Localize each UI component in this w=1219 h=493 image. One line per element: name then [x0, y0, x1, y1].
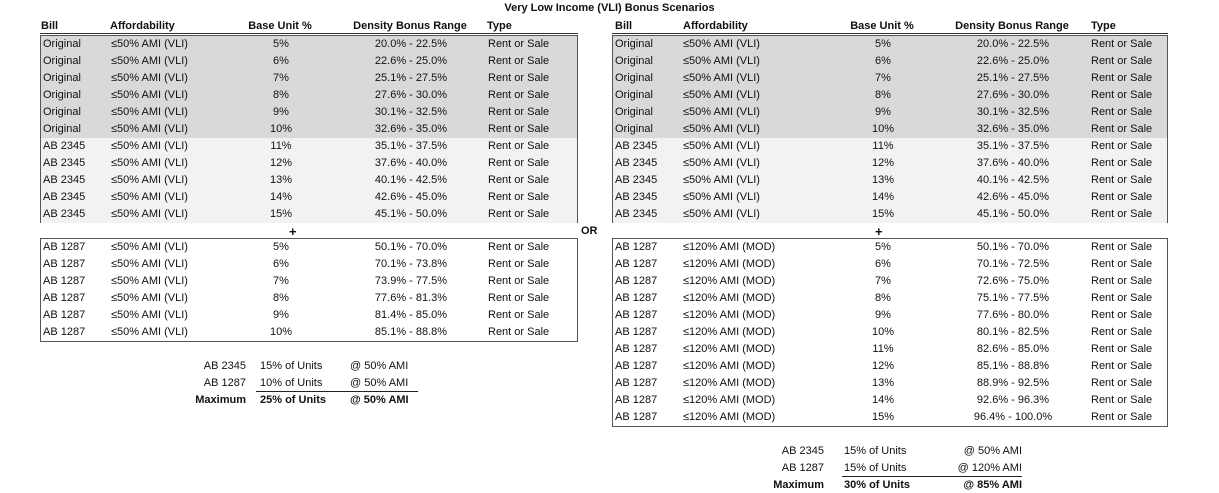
type-cell: Rent or Sale — [488, 157, 550, 169]
affordability-cell: ≤120% AMI (MOD) — [683, 377, 776, 389]
base-unit-cell: 9% — [273, 309, 289, 321]
table-row — [613, 256, 1167, 273]
affordability-cell: ≤50% AMI (VLI) — [111, 309, 188, 321]
type-cell: Rent or Sale — [488, 140, 550, 152]
affordability-cell: ≤120% AMI (MOD) — [683, 360, 776, 372]
affordability-cell: ≤120% AMI (MOD) — [683, 394, 776, 406]
bill-cell: Original — [615, 72, 653, 84]
density-range-cell: 22.6% - 25.0% — [976, 55, 1050, 67]
table-row — [613, 70, 1167, 87]
type-cell: Rent or Sale — [1091, 72, 1153, 84]
affordability-cell: ≤50% AMI (VLI) — [111, 55, 188, 67]
page-title: Very Low Income (VLI) Bonus Scenarios — [504, 2, 715, 14]
summary-ami: @ 50% AMI — [350, 394, 409, 406]
density-range-cell: 96.4% - 100.0% — [973, 411, 1053, 423]
density-range-cell: 82.6% - 85.0% — [976, 343, 1050, 355]
base-unit-cell: 9% — [273, 106, 289, 118]
affordability-cell: ≤50% AMI (VLI) — [683, 140, 760, 152]
base-unit-cell: 6% — [875, 55, 891, 67]
header-type: Type — [1091, 20, 1116, 32]
table-row — [41, 324, 577, 341]
summary-bill: Maximum — [773, 479, 824, 491]
right-original-ab2345-table — [612, 35, 1168, 223]
bill-cell: Original — [615, 106, 653, 118]
table-row — [41, 104, 577, 121]
table-row — [41, 307, 577, 324]
base-unit-cell: 6% — [273, 258, 289, 270]
base-unit-cell: 10% — [269, 326, 293, 338]
bill-cell: Original — [43, 106, 81, 118]
table-row — [613, 375, 1167, 392]
header-bill: Bill — [615, 20, 633, 32]
affordability-cell: ≤50% AMI (VLI) — [111, 241, 188, 253]
density-range-cell: 70.1% - 73.8% — [374, 258, 448, 270]
density-range-cell: 81.4% - 85.0% — [374, 309, 448, 321]
bill-cell: AB 1287 — [615, 241, 658, 253]
summary-total-rule — [842, 476, 1022, 477]
table-row — [613, 324, 1167, 341]
bill-cell: AB 1287 — [615, 258, 658, 270]
type-cell: Rent or Sale — [1091, 241, 1153, 253]
affordability-cell: ≤50% AMI (VLI) — [683, 123, 760, 135]
density-range-cell: 20.0% - 22.5% — [374, 38, 448, 50]
affordability-cell: ≤120% AMI (MOD) — [683, 292, 776, 304]
base-unit-cell: 10% — [269, 123, 293, 135]
table-row — [613, 87, 1167, 104]
affordability-cell: ≤50% AMI (VLI) — [111, 89, 188, 101]
density-range-cell: 40.1% - 42.5% — [374, 174, 448, 186]
density-range-cell: 20.0% - 22.5% — [976, 38, 1050, 50]
base-unit-cell: 8% — [273, 292, 289, 304]
bill-cell: Original — [615, 123, 653, 135]
base-unit-cell: 13% — [871, 377, 895, 389]
base-unit-cell: 12% — [871, 157, 895, 169]
type-cell: Rent or Sale — [488, 241, 550, 253]
density-range-cell: 50.1% - 70.0% — [976, 241, 1050, 253]
type-cell: Rent or Sale — [488, 326, 550, 338]
type-cell: Rent or Sale — [1091, 208, 1153, 220]
table-row — [613, 172, 1167, 189]
type-cell: Rent or Sale — [488, 106, 550, 118]
header-affordability: Affordability — [683, 20, 748, 32]
affordability-cell: ≤50% AMI (VLI) — [683, 157, 760, 169]
base-unit-cell: 8% — [273, 89, 289, 101]
table-row — [41, 87, 577, 104]
density-range-cell: 92.6% - 96.3% — [976, 394, 1050, 406]
left-table-header — [40, 19, 578, 34]
table-row — [41, 70, 577, 87]
density-range-cell: 42.6% - 45.0% — [374, 191, 448, 203]
base-unit-cell: 13% — [269, 174, 293, 186]
base-unit-cell: 11% — [872, 140, 894, 152]
bill-cell: AB 1287 — [43, 326, 86, 338]
bill-cell: AB 1287 — [615, 326, 658, 338]
right-table-header — [612, 19, 1168, 34]
bill-cell: AB 1287 — [43, 292, 86, 304]
base-unit-cell: 11% — [872, 343, 894, 355]
affordability-cell: ≤50% AMI (VLI) — [683, 38, 760, 50]
header-density-range: Density Bonus Range — [353, 20, 467, 32]
type-cell: Rent or Sale — [1091, 123, 1153, 135]
bill-cell: AB 2345 — [615, 191, 658, 203]
summary-ami: @ 50% AMI — [963, 445, 1022, 457]
summary-share: 30% of Units — [844, 479, 911, 491]
base-unit-cell: 10% — [871, 123, 895, 135]
summary-bill: Maximum — [195, 394, 246, 406]
summary-bill: AB 2345 — [203, 360, 246, 372]
table-row — [613, 104, 1167, 121]
base-unit-cell: 15% — [871, 411, 895, 423]
base-unit-cell: 14% — [269, 191, 293, 203]
bill-cell: Original — [615, 38, 653, 50]
density-range-cell: 88.9% - 92.5% — [976, 377, 1050, 389]
base-unit-cell: 5% — [273, 241, 289, 253]
bill-cell: Original — [43, 89, 81, 101]
density-range-cell: 40.1% - 42.5% — [976, 174, 1050, 186]
table-row — [613, 392, 1167, 409]
type-cell: Rent or Sale — [488, 275, 550, 287]
density-range-cell: 85.1% - 88.8% — [976, 360, 1050, 372]
affordability-cell: ≤50% AMI (VLI) — [683, 208, 760, 220]
table-row — [613, 409, 1167, 426]
density-range-cell: 77.6% - 80.0% — [976, 309, 1050, 321]
bill-cell: AB 2345 — [43, 191, 86, 203]
base-unit-cell: 10% — [871, 326, 895, 338]
type-cell: Rent or Sale — [1091, 309, 1153, 321]
table-row — [613, 273, 1167, 290]
summary-share: 15% of Units — [260, 360, 323, 372]
type-cell: Rent or Sale — [1091, 38, 1153, 50]
bill-cell: AB 1287 — [615, 360, 658, 372]
density-range-cell: 50.1% - 70.0% — [374, 241, 448, 253]
type-cell: Rent or Sale — [1091, 292, 1153, 304]
summary-row — [190, 375, 450, 392]
density-range-cell: 80.1% - 82.5% — [976, 326, 1050, 338]
left-plus-sign: + — [289, 224, 297, 239]
affordability-cell: ≤50% AMI (VLI) — [111, 258, 188, 270]
bill-cell: AB 2345 — [615, 157, 658, 169]
base-unit-cell: 14% — [871, 394, 895, 406]
bill-cell: Original — [615, 89, 653, 101]
density-range-cell: 70.1% - 72.5% — [976, 258, 1050, 270]
base-unit-cell: 13% — [871, 174, 895, 186]
affordability-cell: ≤120% AMI (MOD) — [683, 309, 776, 321]
bill-cell: AB 2345 — [615, 174, 658, 186]
bill-cell: AB 1287 — [615, 411, 658, 423]
base-unit-cell: 7% — [273, 275, 289, 287]
table-row — [613, 206, 1167, 223]
type-cell: Rent or Sale — [488, 72, 550, 84]
bill-cell: AB 1287 — [615, 377, 658, 389]
header-base-unit: Base Unit % — [850, 20, 914, 32]
table-row — [613, 36, 1167, 53]
bill-cell: AB 1287 — [43, 241, 86, 253]
summary-share: 15% of Units — [844, 462, 907, 474]
affordability-cell: ≤50% AMI (VLI) — [111, 326, 188, 338]
type-cell: Rent or Sale — [488, 292, 550, 304]
affordability-cell: ≤50% AMI (VLI) — [111, 123, 188, 135]
table-row — [41, 53, 577, 70]
summary-ami: @ 120% AMI — [957, 462, 1022, 474]
affordability-cell: ≤50% AMI (VLI) — [111, 191, 188, 203]
bill-cell: AB 2345 — [43, 208, 86, 220]
affordability-cell: ≤50% AMI (VLI) — [683, 191, 760, 203]
affordability-cell: ≤50% AMI (VLI) — [683, 106, 760, 118]
bill-cell: Original — [43, 72, 81, 84]
bill-cell: AB 1287 — [615, 275, 658, 287]
base-unit-cell: 11% — [270, 140, 292, 152]
affordability-cell: ≤120% AMI (MOD) — [683, 275, 776, 287]
table-row — [613, 121, 1167, 138]
base-unit-cell: 5% — [875, 241, 891, 253]
base-unit-cell: 14% — [871, 191, 895, 203]
type-cell: Rent or Sale — [1091, 157, 1153, 169]
bill-cell: AB 1287 — [43, 258, 86, 270]
type-cell: Rent or Sale — [1091, 343, 1153, 355]
table-row — [41, 172, 577, 189]
affordability-cell: ≤120% AMI (MOD) — [683, 241, 776, 253]
affordability-cell: ≤50% AMI (VLI) — [683, 174, 760, 186]
header-affordability: Affordability — [110, 20, 175, 32]
density-range-cell: 32.6% - 35.0% — [374, 123, 448, 135]
affordability-cell: ≤120% AMI (MOD) — [683, 258, 776, 270]
type-cell: Rent or Sale — [488, 191, 550, 203]
type-cell: Rent or Sale — [1091, 258, 1153, 270]
base-unit-cell: 12% — [871, 360, 895, 372]
header-type: Type — [487, 20, 512, 32]
affordability-cell: ≤120% AMI (MOD) — [683, 326, 776, 338]
density-range-cell: 77.6% - 81.3% — [374, 292, 448, 304]
affordability-cell: ≤50% AMI (VLI) — [111, 275, 188, 287]
base-unit-cell: 7% — [875, 275, 891, 287]
density-range-cell: 45.1% - 50.0% — [374, 208, 448, 220]
bill-cell: AB 2345 — [615, 208, 658, 220]
density-range-cell: 32.6% - 35.0% — [976, 123, 1050, 135]
affordability-cell: ≤50% AMI (VLI) — [683, 55, 760, 67]
base-unit-cell: 6% — [875, 258, 891, 270]
affordability-cell: ≤50% AMI (VLI) — [111, 38, 188, 50]
base-unit-cell: 8% — [875, 292, 891, 304]
left-ab1287-table — [40, 238, 578, 342]
density-range-cell: 22.6% - 25.0% — [374, 55, 448, 67]
table-row — [613, 239, 1167, 256]
header-base-unit: Base Unit % — [248, 20, 312, 32]
bill-cell: AB 2345 — [43, 140, 86, 152]
affordability-cell: ≤120% AMI (MOD) — [683, 411, 776, 423]
base-unit-cell: 8% — [875, 89, 891, 101]
type-cell: Rent or Sale — [488, 123, 550, 135]
bill-cell: AB 2345 — [43, 157, 86, 169]
density-range-cell: 75.1% - 77.5% — [976, 292, 1050, 304]
base-unit-cell: 6% — [273, 55, 289, 67]
density-range-cell: 25.1% - 27.5% — [374, 72, 448, 84]
summary-share: 25% of Units — [260, 394, 327, 406]
density-range-cell: 30.1% - 32.5% — [976, 106, 1050, 118]
type-cell: Rent or Sale — [1091, 275, 1153, 287]
base-unit-cell: 9% — [875, 309, 891, 321]
bill-cell: AB 1287 — [43, 309, 86, 321]
affordability-cell: ≤50% AMI (VLI) — [683, 89, 760, 101]
table-row — [613, 53, 1167, 70]
table-row — [41, 36, 577, 53]
table-row — [41, 239, 577, 256]
bill-cell: AB 1287 — [615, 394, 658, 406]
summary-bill: AB 1287 — [203, 377, 246, 389]
density-range-cell: 42.6% - 45.0% — [976, 191, 1050, 203]
type-cell: Rent or Sale — [488, 89, 550, 101]
summary-ami: @ 85% AMI — [963, 479, 1022, 491]
summary-share: 15% of Units — [844, 445, 907, 457]
table-row — [613, 138, 1167, 155]
affordability-cell: ≤50% AMI (VLI) — [111, 208, 188, 220]
base-unit-cell: 15% — [269, 208, 293, 220]
type-cell: Rent or Sale — [488, 55, 550, 67]
summary-row — [190, 358, 450, 375]
affordability-cell: ≤50% AMI (VLI) — [111, 72, 188, 84]
summary-total-row — [762, 477, 1022, 493]
bill-cell: AB 2345 — [615, 140, 658, 152]
table-row — [41, 189, 577, 206]
type-cell: Rent or Sale — [1091, 140, 1153, 152]
bill-cell: AB 1287 — [615, 292, 658, 304]
table-row — [41, 273, 577, 290]
base-unit-cell: 7% — [875, 72, 891, 84]
table-row — [613, 307, 1167, 324]
left-original-ab2345-table — [40, 35, 578, 223]
right-ab1287-table — [612, 238, 1168, 427]
density-range-cell: 25.1% - 27.5% — [976, 72, 1050, 84]
base-unit-cell: 5% — [875, 38, 891, 50]
type-cell: Rent or Sale — [488, 208, 550, 220]
base-unit-cell: 15% — [871, 208, 895, 220]
type-cell: Rent or Sale — [1091, 411, 1153, 423]
bill-cell: Original — [43, 55, 81, 67]
density-range-cell: 45.1% - 50.0% — [976, 208, 1050, 220]
affordability-cell: ≤50% AMI (VLI) — [683, 72, 760, 84]
affordability-cell: ≤50% AMI (VLI) — [111, 106, 188, 118]
base-unit-cell: 9% — [875, 106, 891, 118]
summary-total-row — [190, 392, 450, 409]
affordability-cell: ≤50% AMI (VLI) — [111, 157, 188, 169]
density-range-cell: 27.6% - 30.0% — [976, 89, 1050, 101]
summary-bill: AB 1287 — [781, 462, 824, 474]
type-cell: Rent or Sale — [1091, 326, 1153, 338]
density-range-cell: 72.6% - 75.0% — [976, 275, 1050, 287]
affordability-cell: ≤50% AMI (VLI) — [111, 140, 188, 152]
type-cell: Rent or Sale — [488, 38, 550, 50]
summary-total-rule — [256, 391, 418, 392]
table-row — [41, 121, 577, 138]
density-range-cell: 35.1% - 37.5% — [374, 140, 448, 152]
type-cell: Rent or Sale — [1091, 106, 1153, 118]
header-density-range: Density Bonus Range — [955, 20, 1069, 32]
table-row — [613, 358, 1167, 375]
type-cell: Rent or Sale — [1091, 55, 1153, 67]
table-row — [41, 290, 577, 307]
type-cell: Rent or Sale — [488, 174, 550, 186]
density-range-cell: 37.6% - 40.0% — [976, 157, 1050, 169]
summary-ami: @ 50% AMI — [350, 377, 409, 389]
type-cell: Rent or Sale — [1091, 377, 1153, 389]
bill-cell: Original — [43, 38, 81, 50]
type-cell: Rent or Sale — [1091, 89, 1153, 101]
right-plus-sign: + — [875, 224, 883, 239]
density-range-cell: 85.1% - 88.8% — [374, 326, 448, 338]
bill-cell: Original — [43, 123, 81, 135]
table-row — [41, 256, 577, 273]
base-unit-cell: 5% — [273, 38, 289, 50]
table-row — [41, 155, 577, 172]
affordability-cell: ≤120% AMI (MOD) — [683, 343, 776, 355]
type-cell: Rent or Sale — [1091, 360, 1153, 372]
density-range-cell: 30.1% - 32.5% — [374, 106, 448, 118]
affordability-cell: ≤50% AMI (VLI) — [111, 174, 188, 186]
affordability-cell: ≤50% AMI (VLI) — [111, 292, 188, 304]
type-cell: Rent or Sale — [1091, 191, 1153, 203]
density-range-cell: 73.9% - 77.5% — [374, 275, 448, 287]
density-range-cell: 27.6% - 30.0% — [374, 89, 448, 101]
summary-share: 10% of Units — [260, 377, 323, 389]
or-label: OR — [581, 225, 598, 237]
summary-row — [762, 443, 1022, 460]
bill-cell: AB 2345 — [43, 174, 86, 186]
bill-cell: AB 1287 — [615, 343, 658, 355]
type-cell: Rent or Sale — [488, 258, 550, 270]
table-row — [613, 189, 1167, 206]
density-range-cell: 35.1% - 37.5% — [976, 140, 1050, 152]
bill-cell: Original — [615, 55, 653, 67]
density-range-cell: 37.6% - 40.0% — [374, 157, 448, 169]
base-unit-cell: 12% — [269, 157, 293, 169]
base-unit-cell: 7% — [273, 72, 289, 84]
table-row — [613, 155, 1167, 172]
summary-row — [762, 460, 1022, 477]
summary-bill: AB 2345 — [781, 445, 824, 457]
table-row — [613, 290, 1167, 307]
type-cell: Rent or Sale — [488, 309, 550, 321]
summary-ami: @ 50% AMI — [350, 360, 409, 372]
table-row — [41, 138, 577, 155]
bill-cell: AB 1287 — [615, 309, 658, 321]
type-cell: Rent or Sale — [1091, 174, 1153, 186]
bill-cell: AB 1287 — [43, 275, 86, 287]
type-cell: Rent or Sale — [1091, 394, 1153, 406]
table-row — [41, 206, 577, 223]
table-row — [613, 341, 1167, 358]
header-bill: Bill — [41, 20, 59, 32]
